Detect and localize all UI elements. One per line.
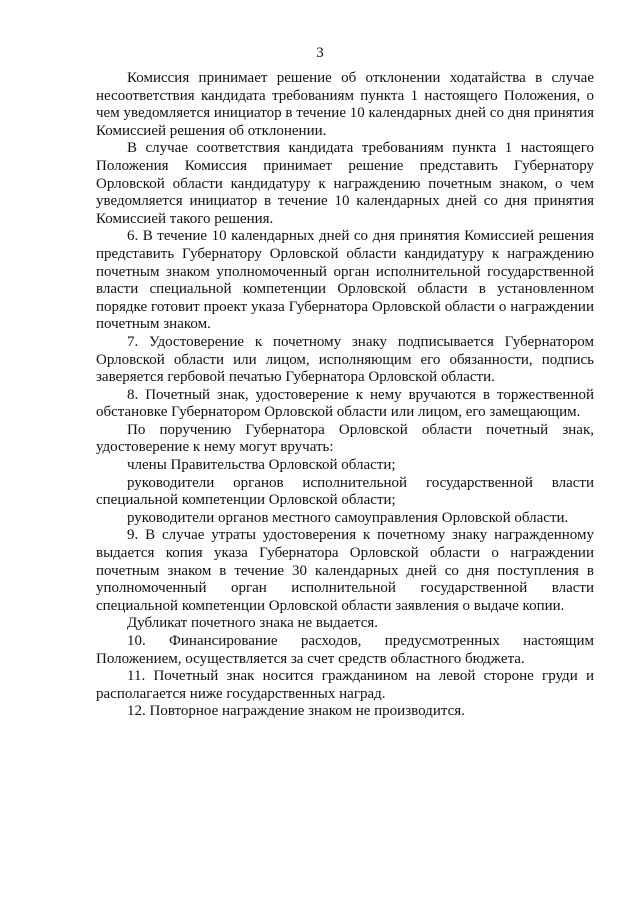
paragraph-approval-decision: В случае соответствия кандидата требованиям пункта 1 настоящего Положения Комиссия принимает решение представить Губернатору Орловской области кандидатуру к награждению почетным знаком, о чем уведомляется инициатор в течение 10 календарных дней со дня принятия Комиссией такого решения. [96,140,594,227]
paragraph-no-duplicate: Дубликат почетного знака не выдается. [127,615,379,632]
paragraph-delegate-local-heads: руководители органов местного самоуправления Орловской области. [127,509,569,526]
paragraph-item-7: 7. Удостоверение к почетному знаку подписывается Губернатором Орловской области или лицом, исполняющим его обязанности, подпись заверяется гербовой печатью Губернатора Орловской области. [96,333,594,386]
document-body [96,70,594,721]
paragraph-rejection-decision: Комиссия принимает решение об отклонении ходатайства в случае несоответствия кандидата требованиям пункта 1 настоящего Положения, о чем уведомляется инициатор в течение 10 календарных дней со дня принятия Комиссией решения об отклонении. [96,70,594,139]
paragraph-delegate-government-members: члены Правительства Орловской области; [127,457,396,474]
paragraph-item-9: 9. В случае утраты удостоверения к почетному знаку награжденному выдается копия указа Губернатора Орловской области о награждении почетным знаком в течение 30 календарных дней со дня поступления в уполномоченный орган исполнительной государственной власти специальной компетенции Орловской области заявления о выдаче копии. [96,527,594,614]
paragraph-item-6: 6. В течение 10 календарных дней со дня принятия Комиссией решения представить Губернатору Орловской области кандидатуру к награждению почетным знаком уполномоченный орган исполнительной государственной власти специальной компетенции Орловской области в установленном порядке готовит проект указа Губернатора Орловской области о награждении почетным знаком. [96,228,594,333]
paragraph-delegate-executive-heads: руководители органов исполнительной государственной власти специальной компетенции Орловской области; [96,474,594,509]
paragraph-item-11: 11. Почетный знак носится гражданином на левой стороне груди и располагается ниже государственных наград. [96,668,594,702]
page-number: 3 [316,45,324,61]
paragraph-item-12: 12. Повторное награждение знаком не производится. [127,703,465,720]
paragraph-item-8: 8. Почетный знак, удостоверение к нему вручаются в торжественной обстановке Губернатором Орловской области или лицом, его замещающим. [96,386,594,421]
paragraph-item-10: 10. Финансирование расходов, предусмотренных настоящим Положением, осуществляется за счет средств областного бюджета. [96,633,594,667]
paragraph-delegation-intro: По поручению Губернатора Орловской области почетный знак, удостоверение к нему могут вручать: [96,421,594,456]
